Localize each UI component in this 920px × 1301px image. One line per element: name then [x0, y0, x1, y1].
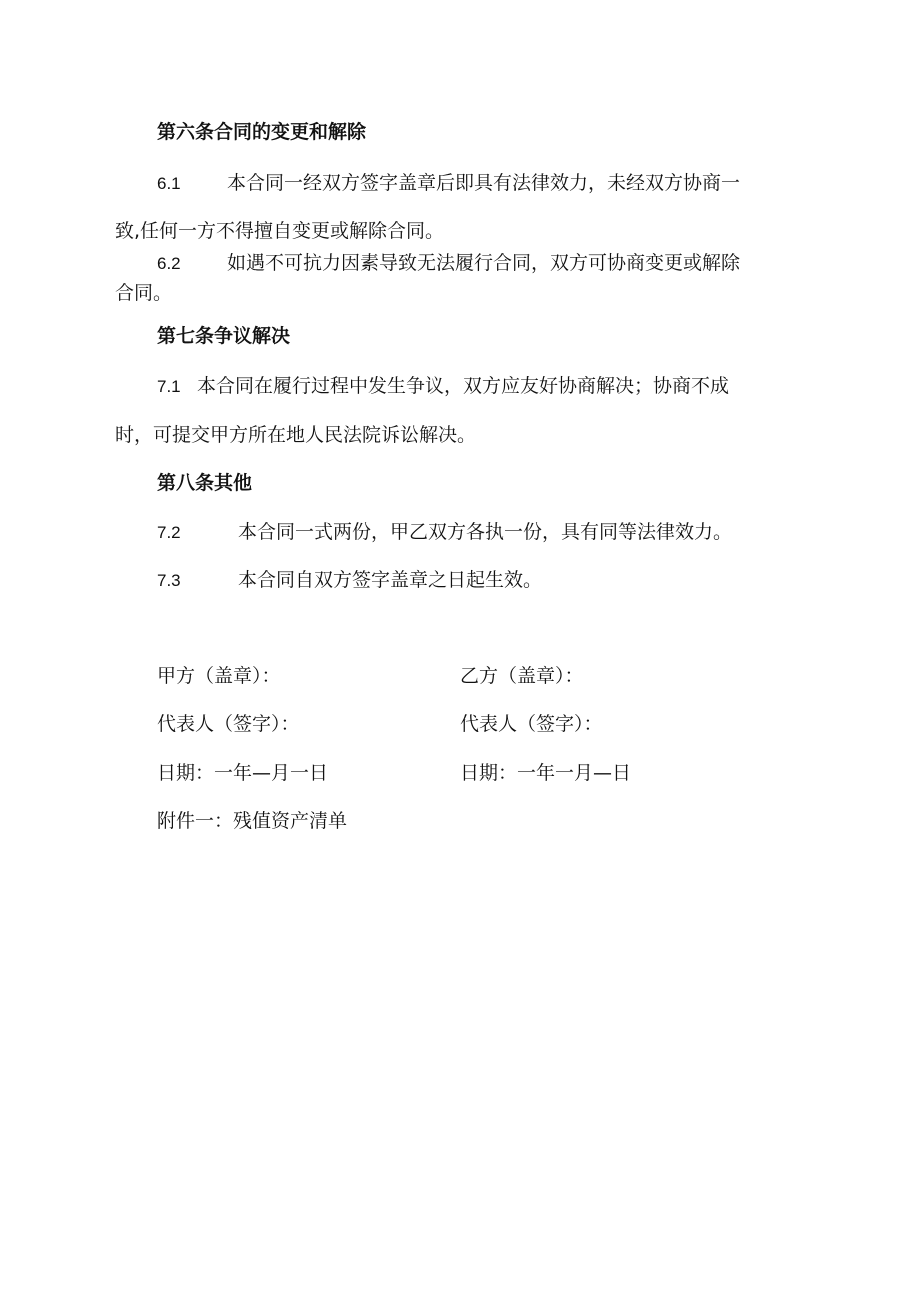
clause-7-3-number: 7.3 [157, 571, 181, 590]
party-a-seal-label: 甲方（盖章）： [157, 665, 281, 687]
clause-6-1-line1 [157, 170, 740, 197]
clause-7-2-number: 7.2 [157, 523, 181, 542]
clause-6-2-number: 6.2 [157, 254, 181, 273]
clause-6-1-number: 6.1 [157, 174, 181, 193]
clause-6-2-text: 如遇不可抗力因素导致无法履行合同，双方可协商变更或解除 [227, 252, 741, 274]
party-b-rep-label: 代表人（签字）： [460, 713, 603, 735]
section-7-heading: 第七条争议解决 [157, 325, 291, 347]
attachment-label: 附件一：残值资产清单 [157, 810, 348, 832]
clause-7-2-text: 本合同一式两份，甲乙双方各执一份，具有同等法律效力。 [238, 521, 733, 543]
clause-6-2-line2: 合同。 [115, 282, 173, 304]
section-8-heading: 第八条其他 [157, 472, 253, 494]
clause-7-1-text: 本合同在履行过程中发生争议，双方应友好协商解决；协商不成 [197, 375, 730, 397]
section-6-heading: 第六条合同的变更和解除 [157, 121, 367, 143]
clause-7-3-text: 本合同自双方签字盖章之日起生效。 [238, 569, 543, 591]
clause-7-1-number: 7.1 [157, 377, 181, 396]
clause-6-2-line1 [157, 250, 740, 277]
clause-7-1-line1 [157, 373, 729, 400]
party-a-rep-label: 代表人（签字）： [157, 713, 300, 735]
party-b-date-label: 日期：一年一月—日 [460, 762, 632, 784]
clause-7-1-line2: 时，可提交甲方所在地人民法院诉讼解决。 [115, 424, 477, 446]
party-b-seal-label: 乙方（盖章）： [460, 665, 584, 687]
clause-6-1-line2: 致,任何一方不得擅自变更或解除合同。 [115, 220, 445, 242]
clause-7-2-line [157, 519, 732, 546]
clause-6-1-text: 本合同一经双方签字盖章后即具有法律效力，未经双方协商一 [227, 172, 741, 194]
clause-7-3-line [157, 567, 542, 594]
party-a-date-label: 日期：一年—月一日 [157, 762, 329, 784]
